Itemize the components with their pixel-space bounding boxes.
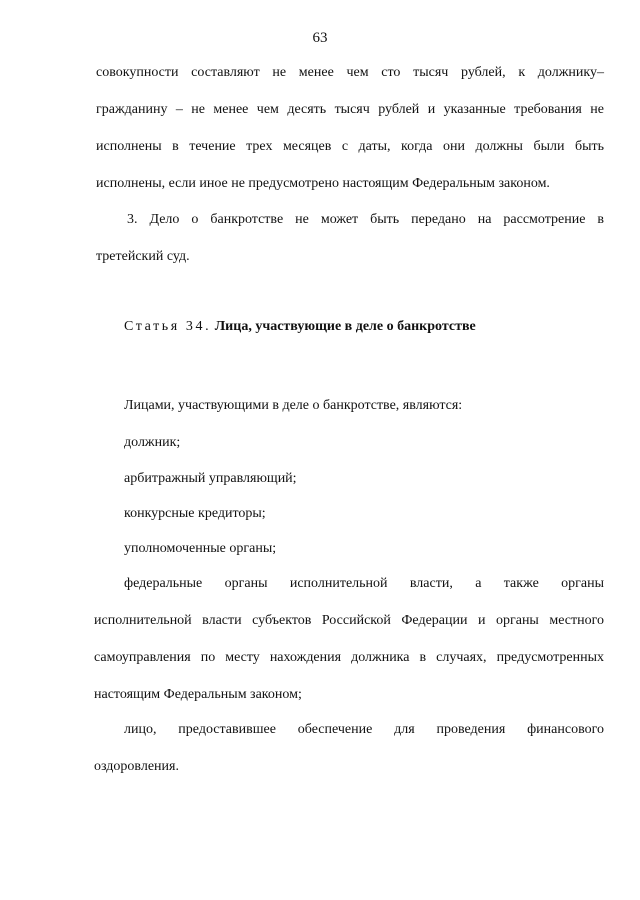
text-line: Лицами, участвующими в деле о банкротстве, являются: (124, 398, 463, 413)
text-line: исполнительной власти субъектов Российской Федерации и органы местного (94, 613, 604, 628)
text-line: оздоровления. (94, 759, 179, 774)
article-heading (124, 316, 476, 338)
paragraph-guarantor (94, 711, 604, 785)
text-line: уполномоченные органы; (124, 541, 277, 556)
paragraph-arbitration (96, 201, 604, 275)
list-item-authorities (124, 530, 604, 567)
text-line: 3. Дело о банкротстве не может быть передано на рассмотрение в (127, 212, 604, 227)
text-line: федеральные органы исполнительной власти, а также органы (124, 576, 604, 591)
paragraph-continuation (96, 54, 604, 202)
text-line: лицо, предоставившее обеспечение для проведения финансового (124, 722, 604, 737)
article-number: Статья 34. (124, 319, 212, 334)
text-line: арбитражный управляющий; (124, 471, 297, 486)
list-intro (124, 387, 604, 424)
article-title: Лица, участвующие в деле о банкротстве (214, 319, 476, 334)
list-item-creditors (124, 495, 604, 532)
text-line: должник; (124, 435, 181, 450)
text-line: третейский суд. (96, 249, 190, 264)
text-line: исполнены, если иное не предусмотрено настоящим Федеральным законом. (96, 176, 550, 191)
text-line: совокупности составляют не менее чем сто тысяч рублей, к должнику– (96, 65, 604, 80)
paragraph-federal-bodies (94, 565, 604, 713)
list-item-manager (124, 460, 604, 497)
text-line: конкурсные кредиторы; (124, 506, 266, 521)
text-line: настоящим Федеральным законом; (94, 687, 302, 702)
list-item-debtor (124, 424, 604, 461)
text-line: исполнены в течение трех месяцев с даты, когда они должны были быть (96, 139, 604, 154)
text-line: гражданину – не менее чем десять тысяч рублей и указанные требования не (96, 102, 604, 117)
text-line: самоуправления по месту нахождения должника в случаях, предусмотренных (94, 650, 604, 665)
page-number: 63 (312, 30, 328, 46)
